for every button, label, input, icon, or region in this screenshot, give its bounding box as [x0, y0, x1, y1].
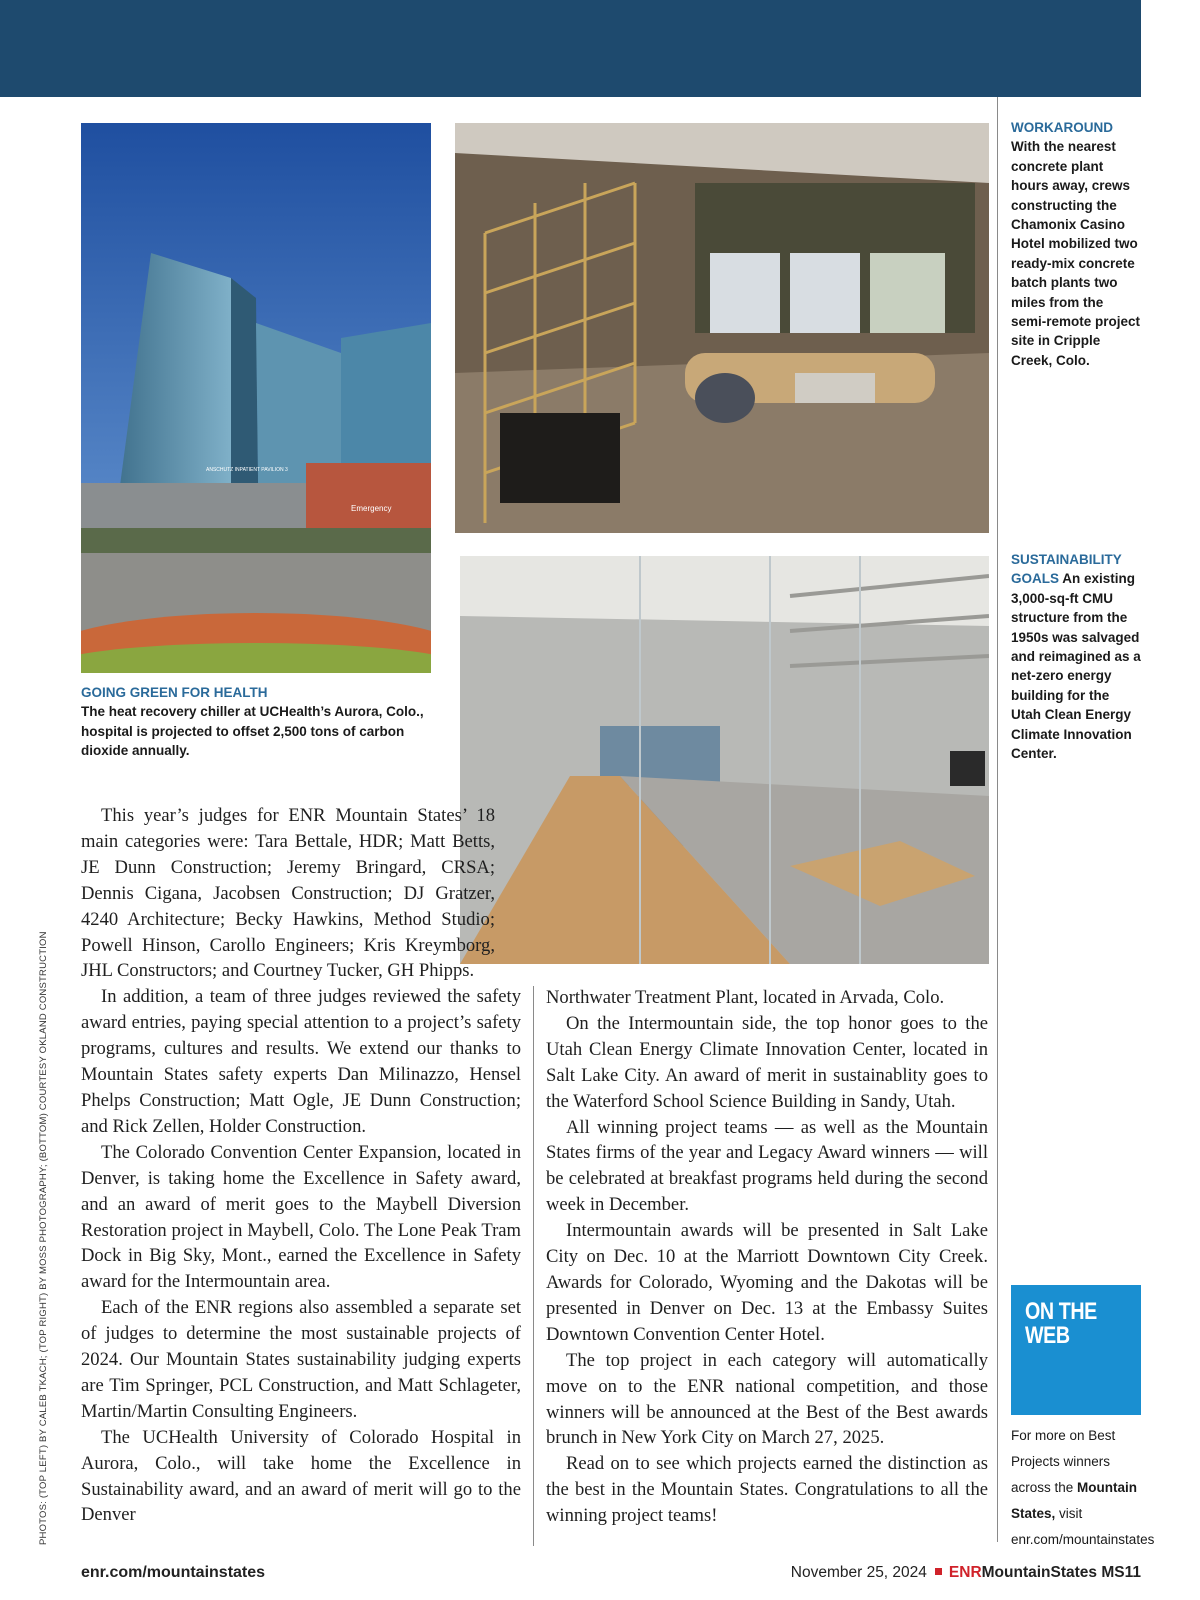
article-paragraph: On the Intermountain side, the top honor goes to the Utah Clean Energy Climate Innovation Center, located in Salt Lake City. An award of merit in sustainablity goes to the Waterford School Science Building in Sandy, Utah. [546, 1012, 988, 1112]
caption-text: With the nearest concrete plant hours away, crews constructing the Chamonix Casino Hotel mobilized two ready-mix concrete batch plants two miles from the semi-remote project site in Cripple Creek, Colo. [1011, 139, 1141, 368]
photo-credit: PHOTOS: (TOP LEFT) BY CALEB TKACH; (TOP RIGHT) BY MOSS PHOTOGRAPHY; (BOTTOM) COURTESY OKLAND CONSTRUCTION [38, 931, 49, 1545]
article-column-2 [546, 985, 988, 1529]
caption-kicker: SUSTAINABILITY GOALS [1011, 552, 1122, 587]
article-paragraph: The Colorado Convention Center Expansion, located in Denver, is taking home the Excellence in Safety award, and an award of merit goes to the Maybell Diversion Restoration project in Maybell, Colo. The Lone Peak Tram Dock in Big Sky, Mont., earned the Excellence in Safety award for the Intermountain area. [81, 1141, 521, 1293]
article-paragraph: Intermountain awards will be presented in Salt Lake City on Dec. 10 at the Marriott Downtown City Creek. Awards for Colorado, Wyoming and the Dakotas will be presented in Denver on Dec. 13 at the Embassy Suites Downtown Convention Center Hotel. [546, 1220, 988, 1345]
caption-text: The heat recovery chiller at UCHealth’s Aurora, Colo., hospital is projected to offset 2,500 tons of carbon dioxide annually. [81, 704, 424, 759]
article-paragraph: The top project in each category will automatically move on to the ENR national competition, and those winners will be announced at the Best of the Best awards brunch in New York City on March 27, 2025. [546, 1349, 988, 1449]
header-bar [0, 0, 1141, 97]
footer-folio [791, 1564, 1141, 1582]
footer-page-number: MS11 [1101, 1564, 1141, 1581]
on-the-web-title: ON THE WEB [1025, 1298, 1097, 1349]
photo-sign-emergency: Emergency [351, 504, 392, 513]
web-text-intro: For more on Best Projects winners across the [1011, 1428, 1116, 1495]
article-column-1 [81, 803, 521, 1528]
footer-brand-enr: ENR [948, 1564, 982, 1581]
on-the-web-text [1011, 1423, 1155, 1553]
caption-kicker: WORKAROUND [1011, 120, 1113, 135]
caption-going-green [81, 683, 431, 761]
sidebar-divider [997, 97, 998, 1542]
square-bullet-icon [935, 1568, 942, 1575]
on-the-web-box [1011, 1285, 1141, 1415]
caption-sustainability [1011, 550, 1141, 763]
footer-url[interactable]: enr.com/mountainstates [81, 1564, 266, 1581]
footer-brand-region: MountainStates [981, 1564, 1098, 1581]
caption-workaround [1011, 118, 1141, 370]
caption-kicker: GOING GREEN FOR HEALTH [81, 685, 268, 700]
article-paragraph: Read on to see which projects earned the distinction as the best in the Mountain States. Congratulations to all the winning project teams! [546, 1453, 988, 1527]
article-paragraph: Northwater Treatment Plant, located in Arvada, Colo. [546, 987, 945, 1008]
article-paragraph: All winning project teams — as well as the Mountain States firms of the year and Legacy Award winners — will be celebrated at breakfast programs held during the second week in December. [546, 1116, 988, 1216]
photo-sign-pavilion: ANSCHUTZ INPATIENT PAVILION 3 [206, 467, 288, 473]
hospital-photo [81, 123, 431, 673]
article-paragraph: Each of the ENR regions also assembled a separate set of judges to determine the most sustainable projects of 2024. Our Mountain States sustainability judging experts are Tim Springer, PCL Construction, and Matt Schlageter, Martin/Martin Consulting Engineers. [81, 1297, 521, 1422]
footer-date: November 25, 2024 [790, 1564, 927, 1581]
column-divider [533, 986, 534, 1546]
article-paragraph: In addition, a team of three judges reviewed the safety award entries, paying special attention to a project’s safety programs, cultures and results. We extend our thanks to Mountain States safety experts Dan Milinazzo, Hensel Phelps Construction; Matt Ogle, JE Dunn Construction; and Rick Zellen, Holder Construction. [81, 986, 521, 1137]
web-text-link[interactable]: visit enr.com/mountainstates [1011, 1506, 1155, 1547]
web-text-region: Mountain States, [1011, 1480, 1138, 1521]
hotel-lobby-photo [455, 123, 989, 533]
article-paragraph: This year’s judges for ENR Mountain States’ 18 main categories were: Tara Bettale, HDR; Matt Betts, JE Dunn Construction; Jeremy Bringard, CRSA; Dennis Cigana, Jacobsen Construction; DJ Gratzer, 4240 Architecture; Becky Hawkins, Method Studio; Powell Hinson, Carollo Engineers; Kris Kreymborg, JHL Constructors; and Courtney Tucker, GH Phipps. [81, 805, 495, 982]
text-wrap-spacer [495, 803, 521, 971]
office-interior-photo [460, 556, 989, 964]
article-paragraph: The UCHealth University of Colorado Hospital in Aurora, Colo., will take home the Excellence in Sustainability award, and an award of merit will go to the Denver [81, 1426, 521, 1526]
caption-text: An existing 3,000-sq-ft CMU structure from the 1950s was salvaged and reimagined as a net-zero energy building for the Utah Clean Energy Climate Innovation Center. [1011, 571, 1141, 762]
